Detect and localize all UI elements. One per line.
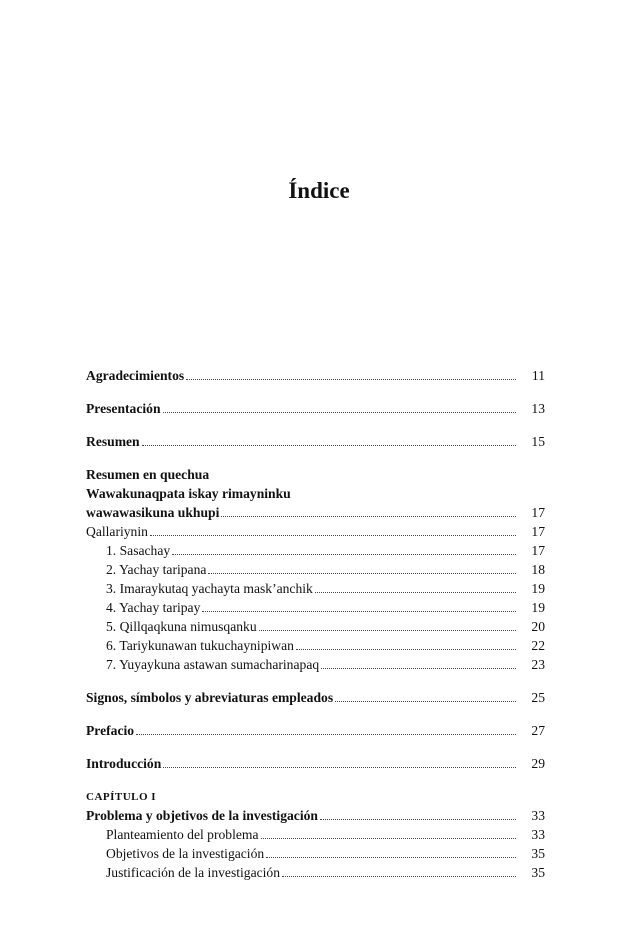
toc-entry-resumen[interactable] xyxy=(86,432,545,451)
dot-leader xyxy=(163,412,516,413)
toc-subentry[interactable] xyxy=(86,655,545,674)
dot-leader xyxy=(202,611,516,612)
toc-page-number: 19 xyxy=(531,581,545,596)
dot-leader xyxy=(142,445,516,446)
toc-page-number: 22 xyxy=(531,638,545,653)
toc-page-number: 33 xyxy=(531,808,545,823)
dot-leader xyxy=(261,838,516,839)
toc-entry-label: 4. Yachay taripay xyxy=(106,600,201,615)
dot-leader xyxy=(296,649,516,650)
toc-entry-label: Planteamiento del problema xyxy=(106,827,259,842)
toc-entry-label: Prefacio xyxy=(86,723,135,738)
dot-leader xyxy=(335,701,516,702)
toc-entry-prefacio[interactable] xyxy=(86,721,545,740)
toc-subentry[interactable] xyxy=(86,825,545,844)
toc-entry-resumen-quechua-subtitle-end[interactable] xyxy=(86,503,545,522)
toc-subentry[interactable] xyxy=(86,541,545,560)
toc-subentry[interactable] xyxy=(86,636,545,655)
toc-page-number: 20 xyxy=(531,619,545,634)
toc-entry-resumen-quechua-subtitle: Wawakunaqpata iskay rimayninku xyxy=(86,486,291,501)
dot-leader xyxy=(315,592,516,593)
toc-subentry[interactable] xyxy=(86,863,545,882)
toc-entry-label: 5. Qillqaqkuna nimusqanku xyxy=(106,619,257,634)
toc-entry-qallariynin[interactable] xyxy=(86,522,545,541)
toc-entry-label: 7. Yuyaykuna astawan sumacharinapaq xyxy=(106,657,320,672)
toc-page-number: 17 xyxy=(531,505,545,520)
toc-page-number: 15 xyxy=(531,434,545,449)
dot-leader xyxy=(172,554,516,555)
dot-leader xyxy=(321,668,516,669)
toc-entry-label: Signos, símbolos y abreviaturas empleados xyxy=(86,690,334,705)
dot-leader xyxy=(136,734,516,735)
toc-page-number: 17 xyxy=(531,543,545,558)
toc-entry-label: 1. Sasachay xyxy=(106,543,171,558)
chapter-heading: CAPÍTULO I xyxy=(86,791,157,803)
dot-leader xyxy=(186,379,516,380)
dot-leader xyxy=(163,767,516,768)
toc-entry-introduccion[interactable] xyxy=(86,754,545,773)
toc-entry-label: 2. Yachay taripana xyxy=(106,562,207,577)
dot-leader xyxy=(221,516,516,517)
toc-entry-label: 6. Tariykunawan tukuchaynipiwan xyxy=(106,638,294,653)
toc-entry-label: Problema y objetivos de la investigación xyxy=(86,808,318,823)
toc-subentry[interactable] xyxy=(86,560,545,579)
dot-leader xyxy=(320,819,516,820)
toc-entry-label: Agradecimientos xyxy=(86,368,185,383)
toc-page-number: 17 xyxy=(531,524,545,539)
toc-entry-label: Resumen xyxy=(86,434,140,449)
toc-entry-label: Qallariynin xyxy=(86,524,148,539)
toc-entry-label: 3. Imaraykutaq yachayta mask’anchik xyxy=(106,581,313,596)
toc-page-number: 29 xyxy=(531,756,545,771)
toc-entry-label: Justificación de la investigación xyxy=(106,865,281,880)
dot-leader xyxy=(266,857,516,858)
toc-entry-signos[interactable] xyxy=(86,688,545,707)
toc-subentry[interactable] xyxy=(86,598,545,617)
toc-page-number: 11 xyxy=(531,368,545,383)
dot-leader xyxy=(208,573,516,574)
toc-page-number: 18 xyxy=(531,562,545,577)
toc-entry-label: Objetivos de la investigación xyxy=(106,846,265,861)
toc-subentry[interactable] xyxy=(86,617,545,636)
table-of-contents xyxy=(86,366,545,882)
toc-entry-capitulo-1[interactable] xyxy=(86,806,545,825)
toc-page-number: 33 xyxy=(531,827,545,842)
toc-page-number: 35 xyxy=(531,865,545,880)
toc-page-number: 23 xyxy=(531,657,545,672)
toc-entry-resumen-quechua[interactable]: Resumen en quechua xyxy=(86,467,210,482)
toc-page-number: 27 xyxy=(531,723,545,738)
dot-leader xyxy=(150,535,516,536)
toc-entry-label: Introducción xyxy=(86,756,162,771)
page-title: Índice xyxy=(288,178,350,203)
toc-subentry[interactable] xyxy=(86,844,545,863)
toc-entry-label: Presentación xyxy=(86,401,161,416)
toc-page-number: 35 xyxy=(531,846,545,861)
toc-page-number: 13 xyxy=(531,401,545,416)
toc-entry-presentacion[interactable] xyxy=(86,399,545,418)
toc-entry-agradecimientos[interactable] xyxy=(86,366,545,385)
toc-page-number: 19 xyxy=(531,600,545,615)
dot-leader xyxy=(259,630,516,631)
toc-subentry[interactable] xyxy=(86,579,545,598)
toc-page-number: 25 xyxy=(531,690,545,705)
dot-leader xyxy=(282,876,516,877)
toc-entry-label: wawawasikuna ukhupi xyxy=(86,505,220,520)
